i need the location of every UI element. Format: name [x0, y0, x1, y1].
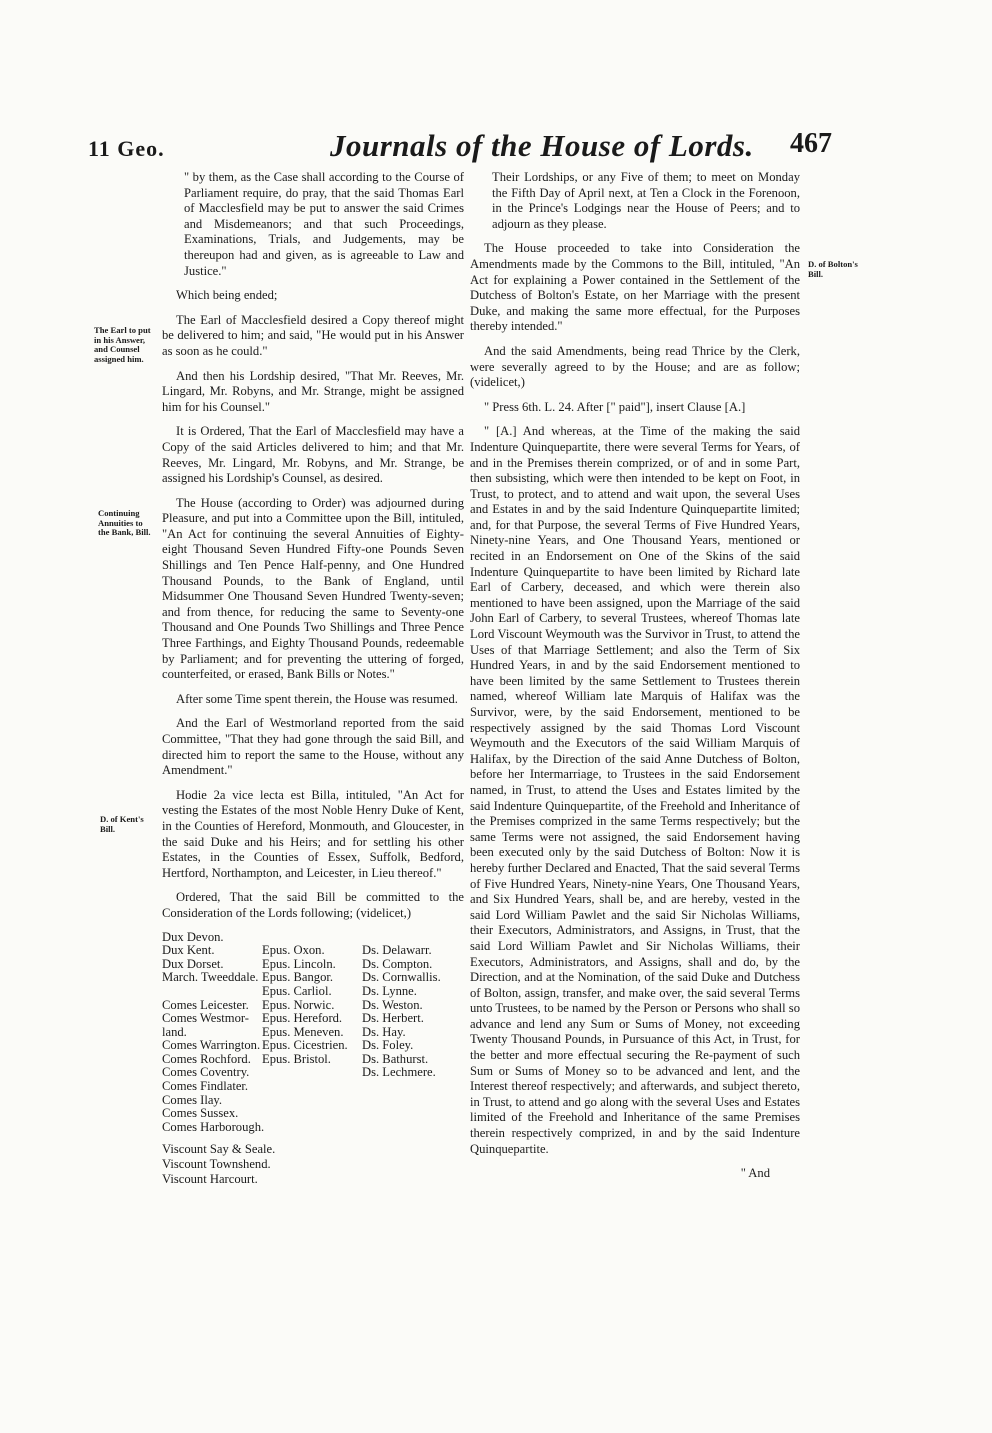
- lord-entry: Ds. Compton.: [362, 956, 433, 971]
- lord-entry: Epus. Meneven.: [262, 1024, 344, 1039]
- lord-entry: Ds. Hay.: [362, 1024, 406, 1039]
- left-column: [162, 170, 464, 1187]
- regnal-year: 11 Geo.: [88, 136, 165, 161]
- lord-entry: Ds. Lynne.: [362, 983, 417, 998]
- margin-note-earl-answer: The Earl to put in his Answer, and Counsel assigned him.: [94, 325, 151, 364]
- margin-note-kent: D. of Kent's Bill.: [100, 814, 144, 834]
- lord-entry: Epus. Oxon.: [262, 943, 325, 958]
- page-header: [0, 128, 992, 168]
- journal-title: Journals of the House of Lords.: [330, 128, 754, 163]
- lord-entry: Comes Warrington.: [162, 1038, 261, 1053]
- order-counsel: It is Ordered, That the Earl of Macclesfield may have a Copy of the said Articles delivered to him; and that Mr. Reeves, Mr. Lingard, Mr. Robyns, and Mr. Strange, be assigned his Lordship's Counsel, as desired.: [162, 424, 464, 486]
- page-number: 467: [790, 128, 832, 159]
- lord-entry: Ds. Cornwallis.: [362, 970, 441, 985]
- lord-entry: March. Tweeddale.: [162, 970, 259, 985]
- lords-list: [162, 931, 464, 1135]
- catchword: " And: [740, 1166, 770, 1181]
- petition-conclusion: " by them, as the Case shall according to the Course of Parliament require, do pray, that the said Thomas Earl of Macclesfield may be put to answer the said Crimes and Misdemeanors; and that such Proceedings, Examinations, Trials, and Judgements, may be thereupon had and given, as is agreeable to Law and Justice.": [184, 170, 464, 278]
- lord-entry: Epus. Bristol.: [262, 1051, 331, 1066]
- lord-entry: Comes Westmor-: [162, 1011, 249, 1026]
- house-resumed: After some Time spent therein, the House was resumed.: [176, 691, 458, 706]
- westmorland-report: And the Earl of Westmorland reported from the said Committee, "That they had gone through the said Bill, and directed him to report the same to the House, without any Amendment.": [162, 716, 464, 778]
- lord-entry: Ds. Herbert.: [362, 1011, 424, 1026]
- lords-col-2: [262, 931, 362, 1135]
- press-reference: " Press 6th. L. 24. After [" paid"], insert Clause [A.]: [484, 399, 746, 414]
- committee-annuities: The House (according to Order) was adjourned during Pleasure, and put into a Committee upon the Bill, intituled, "An Act for continuing the several Annuities of Eighty-eight Thousand Seven Hundred Fifty-one Pounds Seven Shillings and Ten Pence Half-penny, and One Hundred Thousand Pounds, to the Bank of England, until Midsummer One Thousand Seven Hundred Twenty-seven; and from thence, for reducing the same to Seventy-one Thousand and One Pounds Two Shillings and Three Pence Three Farthings, and Eighty Thousand Pounds, redeemable by Parliament; and for preventing the uttering of forged, counterfeited, or erased, Bank Bills or Notes.": [162, 495, 464, 682]
- lord-entry: Comes Leicester.: [162, 997, 249, 1012]
- lord-entry: Comes Harborough.: [162, 1119, 265, 1134]
- lords-col-1: [162, 929, 265, 1135]
- lord-entry: Dux Kent.: [162, 943, 215, 958]
- lord-entry: Epus. Norwic.: [262, 997, 335, 1012]
- viscount-entry: Viscount Say & Seale.: [162, 1142, 276, 1157]
- lord-entry: Comes Rochford.: [162, 1051, 251, 1066]
- lord-entry: Ds. Foley.: [362, 1038, 414, 1053]
- lord-entry: land.: [162, 1024, 187, 1039]
- lord-entry: Epus. Bangor.: [262, 970, 334, 985]
- meeting-notice: Their Lordships, or any Five of them; to meet on Monday the Fifth Day of April next, at Ten a Clock in the Forenoon, in the Prince's Lodgings near the House of Peers; and to adjourn as they please.: [492, 170, 800, 231]
- lord-entry: Comes Sussex.: [162, 1106, 239, 1121]
- lord-entry: [262, 931, 362, 945]
- lord-entry: Ds. Weston.: [362, 997, 423, 1012]
- lord-entry: Ds. Bathurst.: [362, 1051, 429, 1066]
- counsel-request: And then his Lordship desired, "That Mr. Reeves, Mr. Lingard, Mr. Robyns, and Mr. Strange, might be assigned him for his Counsel.": [162, 368, 464, 414]
- viscounts-list: [162, 1142, 464, 1187]
- viscount-entry: Viscount Harcourt.: [162, 1172, 258, 1187]
- margin-note-annuities: Continuing Annuities to the Bank, Bill.: [98, 508, 151, 538]
- lord-entry: Ds. Lechmere.: [362, 1065, 436, 1080]
- which-being-ended: Which being ended;: [176, 288, 278, 303]
- lord-entry: Dux Dorset.: [162, 956, 224, 971]
- right-column: [470, 170, 800, 1182]
- lord-entry: [362, 931, 462, 945]
- lord-entry: [162, 985, 262, 999]
- amendments-agreed: And the said Amendments, being read Thrice by the Clerk, were severally agreed to by the House; and are as follow; (videlicet,): [470, 343, 800, 390]
- viscount-entry: Viscount Townshend.: [162, 1157, 271, 1172]
- lord-entry: Comes Findlater.: [162, 1079, 249, 1094]
- lord-entry: Epus. Cicestrien.: [262, 1038, 348, 1053]
- lord-entry: Dux Devon.: [162, 929, 224, 944]
- kent-bill-reading: Hodie 2a vice lecta est Billa, intituled, "An Act for vesting the Estates of the most Noble Henry Duke of Kent, in the Counties of Hereford, Monmouth, and Gloucester, in the said Duke and his Heirs; and for settling his other Estates, in the Counties of Essex, Suffolk, Bedford, Hertford, Northampton, and Leicester, in Lieu thereof.": [162, 787, 464, 880]
- kent-bill-committed: Ordered, That the said Bill be committed to the Consideration of the Lords following; (videlicet,): [162, 890, 464, 920]
- clause-a: " [A.] And whereas, at the Time of the making the said Indenture Quinquepartite, there were several Terms for Years, of and in the Premises therein comprized, or of and in some Part, then subsisting, which were then intended to be kept on Foot, in Trust, to protect, and to attend and wait upon, the several Uses and Estates in and by the said Indenture Quinquepartite limited; and, for that Purpose, the several Terms of Five Hundred Years, Ninety-nine Years, and One Thousand Years, mentioned or recited in an Endorsement on One of the Skins of the said Indenture Quinquepartite to have been limited by Richard late Earl of Carbery, deceased, and which were therein also mentioned to have been assigned, upon the Marriage of the said John Earl of Carbery, to several Trustees, whereof Thomas late Lord Viscount Weymouth was the Survivor in Trust, to attend the Uses of that Marriage Settlement; and also the Term of Six Hundred Years, in and by the said Endorsement mentioned to have been limited by the same Settlement to Trustees therein named, whereof William late Marquis of Halifax was the Survivor, were, by the said Endorsement, mentioned to be respectively assigned by the said Thomas Lord Viscount Weymouth and the Executors of the said William Marquis of Halifax, by the Direction of the said Anne Dutchess of Bolton, before her Intermarriage, to Trustees in the said Endorsement named, in Trust, to attend the Uses and Estates limited by the said Indenture Quinquepartite, of the Freehold and Inheritance of the Premises comprized in the same Terms respectively; but the same Terms were not assigned, the said Endorsement having been executed only by the said Dutchess of Bolton: Now it is hereby further Declared and Enacted, That the said several Terms of Five Hundred Years, Ninety-nine Years, One Thousand Years, and Six Hundred Years, shall be, and are hereby, vested in the said Lord William Pawlet and the said Sir Nicholas Williams, their Executors, Administrators, and Assigns, in Trust, that the said Lord William Pawlet and Sir Nicholas Williams, their Executors, Administrators, and Assigns, shall and do, by the Direction, and at the Nomination, of the said Duke and Dutchess of Bolton, assign, transfer, and make over, the said several Terms unto Trustees, to be named by the Person or Persons who shall so advance and lend any Sum or Sums of Money, not exceeding Twenty Thousand Pounds, in Pursuance of this Act, in Trust, for the better and more effectual securing the Re-payment of such Sum or Sums of Money so to be advanced and lent, and the Interest thereof respectively; and afterwards, and subject thereto, in Trust, to attend and go along with the several Uses and Estates limited of the Freehold and Inheritance of the same Premises therein respectively comprized, in and by the said Indenture Quinquepartite.: [470, 424, 800, 1156]
- lord-entry: Comes Ilay.: [162, 1092, 223, 1107]
- lords-col-3: [362, 931, 462, 1135]
- lord-entry: Comes Coventry.: [162, 1065, 250, 1080]
- earl-copy-request: The Earl of Macclesfield desired a Copy thereof might be delivered to him; and said, "He would put in his Answer as soon as he could.": [162, 312, 464, 358]
- margin-note-bolton: D. of Bolton's Bill.: [808, 259, 858, 279]
- lord-entry: Epus. Carliol.: [262, 983, 332, 998]
- lord-entry: Ds. Delawarr.: [362, 943, 432, 958]
- lord-entry: Epus. Hereford.: [262, 1011, 343, 1026]
- bolton-amendments: The House proceeded to take into Consideration the Amendments made by the Commons to the Bill, intituled, "An Act for explaining a Power contained in the Settlement of the Dutchess of Bolton's Estate, on her Marriage with the present Duke, and making the same more effectual, for the Purposes thereby intended.": [470, 241, 800, 334]
- lord-entry: Epus. Lincoln.: [262, 956, 336, 971]
